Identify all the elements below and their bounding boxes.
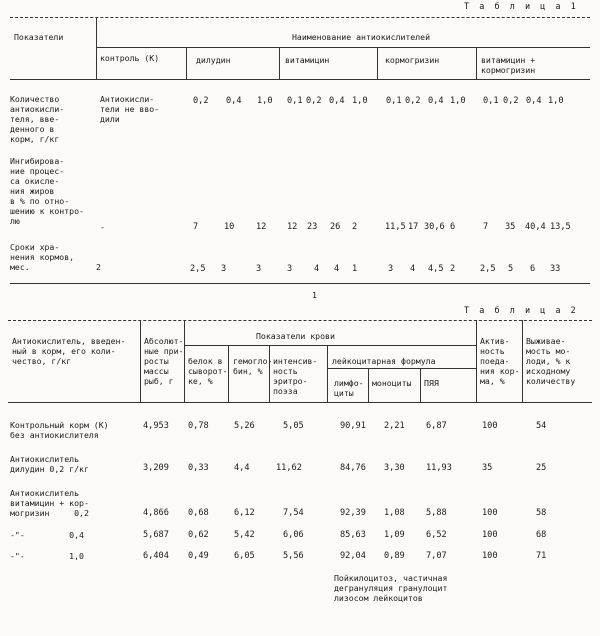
table2-row4-value: 100 — [482, 530, 498, 540]
table2-col-divider — [476, 320, 477, 402]
table2-row4-value: 6,52 — [426, 530, 447, 540]
table1-row3-value: 3 — [388, 264, 394, 274]
table1-header-divider — [96, 17, 97, 79]
table1-row1-value: 0,1 — [483, 96, 499, 106]
table1-row1-value: 0,2 — [503, 96, 519, 106]
table1-row2-value: 35 — [505, 222, 516, 232]
table1-row1-value: 1,0 — [257, 96, 273, 106]
table1-col-kormogrizin: кормогризин — [385, 55, 440, 65]
table1-row2-control: - — [100, 222, 105, 232]
table1-row1-value: 0,1 — [287, 96, 303, 106]
table1-row3-value: 4 — [334, 264, 340, 274]
table2-row5-label: -"- 1,0 — [10, 551, 84, 561]
table1-caption: Т а б л и ц а 1 — [464, 2, 579, 12]
table2-gain-header: Абсолют- ные при- росты массы рыб, г — [144, 336, 184, 386]
table1-top-rule — [10, 17, 590, 18]
table2-leuko-rule — [327, 368, 476, 369]
table1-row3-value: 2,5 — [480, 264, 496, 274]
table1-header-rule — [10, 79, 590, 80]
table2-intensity-header: интенсив- ность эритро- поэза — [273, 356, 318, 396]
table1-row2-value: 6 — [450, 222, 456, 232]
table2-blood-header: Показатели крови — [256, 331, 335, 341]
table1-row2-value: 10 — [224, 222, 235, 232]
table2-row5-value: 0,49 — [188, 551, 209, 561]
table1-col-divider — [279, 47, 280, 79]
table2-row3-value: 4,866 — [143, 508, 169, 518]
table1-row3-value: 2 — [450, 264, 456, 274]
table1-row3-value: 3 — [287, 264, 293, 274]
table1-row3-value: 33 — [550, 264, 561, 274]
table1-row3-value: 4,5 — [428, 264, 444, 274]
table1-row1-value: 1,0 — [548, 96, 564, 106]
table1-row1-control: Антиокисли- тели не вво- дили — [100, 94, 160, 124]
table1-row1-value: 0,2 — [193, 96, 209, 106]
table2-row1-value: 5,05 — [283, 421, 304, 431]
table2-row2-value: 11,62 — [276, 463, 302, 473]
table2-row3-value: 58 — [536, 508, 547, 518]
table1-row1-value: 0,4 — [226, 96, 242, 106]
table2-row1-value: 90,91 — [340, 421, 366, 431]
table2-leuko-header: лейкоцитарная формула — [332, 356, 436, 366]
table1-col-control: контроль (К) — [100, 53, 160, 63]
table1-row2-value: 26 — [330, 222, 341, 232]
table1-bottom-rule — [10, 283, 590, 284]
table2-row1-label: Контрольный корм (К) без антиокислителя — [10, 420, 109, 440]
table2-row5-value: 6,404 — [143, 551, 169, 561]
table2-row2-value: 25 — [536, 463, 547, 473]
table2-col-divider — [140, 320, 141, 402]
table1-row3-value: 4 — [314, 264, 320, 274]
table1-row1-label: Количество антиокисли- теля, вве- денного в корм, г/кг — [10, 94, 65, 144]
table2-leuko-divider — [420, 368, 421, 402]
table1-row1-value: 0,4 — [329, 96, 345, 106]
table1-row3-value: 6 — [530, 264, 536, 274]
table2-row3-value: 0,68 — [188, 508, 209, 518]
table2-row2-value: 0,33 — [188, 463, 209, 473]
table2-row3-value: 100 — [482, 508, 498, 518]
table2-row3-value: 6,12 — [234, 508, 255, 518]
table2-row3-label: Антиокислитель витамицин + кор- могризин 0,2 — [10, 488, 89, 518]
table2-row3-value: 7,54 — [283, 508, 304, 518]
table2-row2-label: Антиокислитель дилудин 0,2 г/кг — [10, 454, 89, 474]
table1-row1-value: 0,2 — [405, 96, 421, 106]
table2-row4-value: 68 — [536, 530, 547, 540]
table1-indicators-header: Показатели — [14, 32, 64, 42]
table2-row3-value: 5,88 — [426, 508, 447, 518]
table2-mono-header: моноциты — [372, 378, 412, 388]
table1-col-divider — [476, 47, 477, 79]
table2-survival-header: Выживае- мость мо- лоди, % к исходному количеству — [526, 336, 576, 386]
table2-lymph-header: лимфо- циты — [334, 378, 364, 398]
table2-row1-value: 2,21 — [384, 421, 405, 431]
table2-row1-value: 0,78 — [188, 421, 209, 431]
table1-group-header: Наименование антиокислителей — [292, 32, 431, 42]
table2-row1-value: 6,87 — [426, 421, 447, 431]
table2-row1-value: 5,26 — [234, 421, 255, 431]
table2-col-divider — [522, 320, 523, 402]
table2-row2-value: 35 — [482, 463, 493, 473]
table2-row4-label: -"- 0,4 — [10, 530, 84, 540]
table2-row5-value: 6,05 — [234, 551, 255, 561]
table1-col-divider — [186, 47, 187, 79]
table1-row2-value: 17 — [408, 222, 419, 232]
table1-row2-value: 7 — [193, 222, 199, 232]
table1-row1-value: 0,4 — [428, 96, 444, 106]
table2-row4-value: 5,42 — [234, 530, 255, 540]
table2-row3-value: 1,08 — [384, 508, 405, 518]
table1-row3-label: Сроки хра- нения кормов, мес. — [10, 242, 75, 272]
table1-row1-value: 0,2 — [306, 96, 322, 106]
table2-blood-divider — [327, 345, 328, 402]
table2-caption: Т а б л и ц а 2 — [464, 306, 579, 316]
table1-row2-value: 12 — [256, 222, 267, 232]
table2-footnote: Пойкилоцитоз, частичная дегрануляция гранулоцит лизосом лейкоцитов — [334, 573, 448, 603]
table1-row1-value: 1,0 — [352, 96, 368, 106]
table1-row1-value: 1,0 — [450, 96, 466, 106]
table1-row3-value: 4 — [410, 264, 416, 274]
table1-row1-value: 0,1 — [386, 96, 402, 106]
table1-col-divider — [377, 47, 378, 79]
page-number: 1 — [312, 290, 317, 300]
table1-row2-value: 23 — [307, 222, 318, 232]
table1-row2-value: 40,4 — [525, 222, 546, 232]
table2-row4-value: 1,09 — [384, 530, 405, 540]
table2-row5-value: 0,89 — [384, 551, 405, 561]
table1-row3-value: 5 — [508, 264, 514, 274]
table2-activity-header: Актив- ность поеда- ния кор- ма, % — [480, 336, 520, 386]
table1-row2-value: 7 — [483, 222, 489, 232]
table2-row4-value: 0,62 — [188, 530, 209, 540]
table2-col-divider — [184, 320, 185, 402]
table1-row3-value: 1 — [352, 264, 358, 274]
table2-hemoglobin-header: гемогло- бин, % — [233, 356, 273, 376]
table2-header-rule — [8, 402, 592, 403]
table2-row2-value: 84,76 — [340, 463, 366, 473]
table1-row3-value: 3 — [221, 264, 227, 274]
table2-row5-value: 100 — [482, 551, 498, 561]
table2-row2-value: 3,209 — [143, 463, 169, 473]
table2-top-rule — [8, 320, 592, 321]
table2-row1-value: 54 — [536, 421, 547, 431]
table2-pya-header: ПЯЯ — [424, 378, 439, 388]
table2-row2-value: 3,30 — [384, 463, 405, 473]
table2-leuko-divider — [368, 368, 369, 402]
table1-row2-value: 12 — [287, 222, 298, 232]
table1-row3-value: 3 — [256, 264, 262, 274]
table1-row2-value: 2 — [352, 222, 358, 232]
table1-row2-value: 11,5 — [385, 222, 406, 232]
table1-col-diludin: дилудин — [196, 55, 231, 65]
table2-row5-value: 71 — [536, 551, 547, 561]
table1-col-combo: витамицин + кормогризин — [481, 55, 536, 75]
table2-row1-value: 4,953 — [143, 421, 169, 431]
table2-row4-value: 5,687 — [143, 530, 169, 540]
table1-row1-value: 0,4 — [526, 96, 542, 106]
table1-row2-value: 13,5 — [550, 222, 571, 232]
table2-antioxidant-header: Антиокислитель, введен- ный в корм, его коли- чество, г/кг — [12, 336, 126, 366]
table2-protein-header: белок в сыворот- ке, % — [188, 356, 228, 386]
table1-row2-value: 30,6 — [424, 222, 445, 232]
table2-row3-value: 92,39 — [340, 508, 366, 518]
table2-row5-value: 5,56 — [283, 551, 304, 561]
table1-row3-control: 2 — [96, 262, 101, 272]
table1-row3-value: 2,5 — [190, 264, 206, 274]
table2-row1-value: 100 — [482, 421, 498, 431]
table2-row2-value: 4,4 — [234, 463, 250, 473]
table1-row2-label: Ингибирова- ние процес- са окисле- ния жиров в % по отно- шению к контро- лю — [10, 156, 84, 226]
table1-group-rule — [96, 47, 590, 48]
table2-row4-value: 85,63 — [340, 530, 366, 540]
table2-blood-divider — [228, 345, 229, 402]
table2-row2-value: 11,93 — [426, 463, 452, 473]
table1-col-vitamicin: витамицин — [285, 55, 330, 65]
table2-row5-value: 7,07 — [426, 551, 447, 561]
table2-row4-value: 6,06 — [283, 530, 304, 540]
table2-row5-value: 92,04 — [340, 551, 366, 561]
